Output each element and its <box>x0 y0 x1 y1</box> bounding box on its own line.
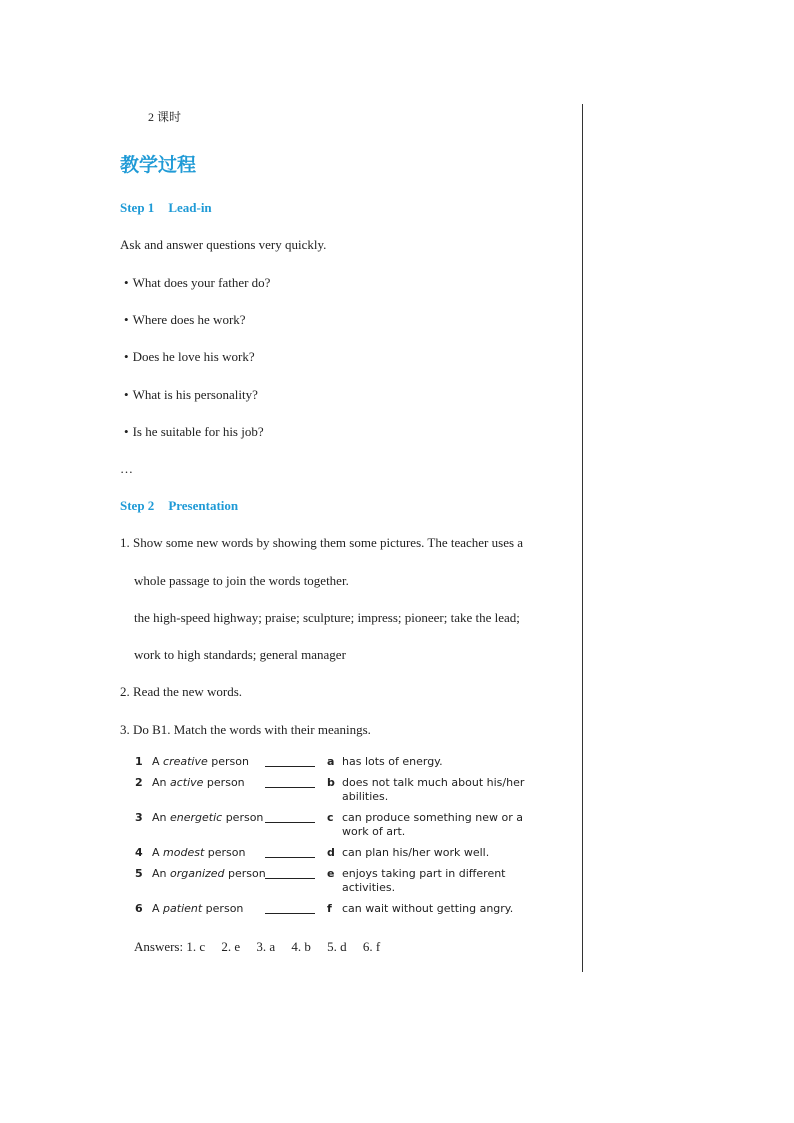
step2-item1-line2: whole passage to join the words together. <box>134 573 349 588</box>
vocab-line2: work to high standards; general manager <box>134 647 346 662</box>
step2-item3: 3. Do B1. Match the words with their meanings. <box>120 722 371 737</box>
answers-line: Answers: 1. c 2. e 3. a 4. b 5. d 6. f <box>134 939 381 954</box>
match-phrase: A creative person <box>152 755 249 768</box>
step2-name: Presentation <box>168 498 239 513</box>
match-phrase: A patient person <box>152 902 244 915</box>
step2-title: Step 2 <box>120 498 155 513</box>
step1-title: Step 1 <box>120 200 155 215</box>
answer-blank <box>265 878 315 879</box>
step1-intro: Ask and answer questions very quickly. <box>120 237 327 252</box>
match-phrase: An active person <box>152 776 245 789</box>
step1-heading <box>120 200 212 216</box>
vocab-line1: the high-speed highway; praise; sculpture; impress; pioneer; take the lead; <box>134 610 520 625</box>
answer-blank <box>265 822 315 823</box>
match-phrase: An organized person <box>152 867 266 880</box>
step2-heading <box>120 498 238 514</box>
match-phrase: A modest person <box>152 846 246 859</box>
match-meaning: can produce something new or a work of art. <box>342 811 523 838</box>
section-title: 教学过程 <box>120 154 197 176</box>
question-item: • Is he suitable for his job? <box>124 424 264 440</box>
answer-blank <box>265 857 315 858</box>
question-item: • Does he love his work? <box>124 349 255 365</box>
question-item: • What is his personality? <box>124 387 258 403</box>
ellipsis: … <box>120 461 133 476</box>
question-item: • What does your father do? <box>124 275 270 291</box>
step2-item2: 2. Read the new words. <box>120 684 243 699</box>
answer-blank <box>265 913 315 914</box>
match-meaning: can wait without getting angry. <box>342 902 514 915</box>
answer-blank <box>265 766 315 767</box>
match-meaning: enjoys taking part in different activities. <box>342 867 506 894</box>
step2-item1-line1: 1. Show some new words by showing them some pictures. The teacher uses a <box>120 535 524 550</box>
question-item: • Where does he work? <box>124 312 246 328</box>
match-phrase: An energetic person <box>152 811 264 824</box>
column-divider <box>582 104 583 972</box>
match-meaning: can plan his/her work well. <box>342 846 490 859</box>
lesson-count: 2 课时 <box>148 110 182 124</box>
answer-blank <box>265 787 315 788</box>
step1-name: Lead-in <box>168 200 212 215</box>
match-meaning: does not talk much about his/her abilities. <box>342 776 525 803</box>
match-meaning: has lots of energy. <box>342 755 443 768</box>
